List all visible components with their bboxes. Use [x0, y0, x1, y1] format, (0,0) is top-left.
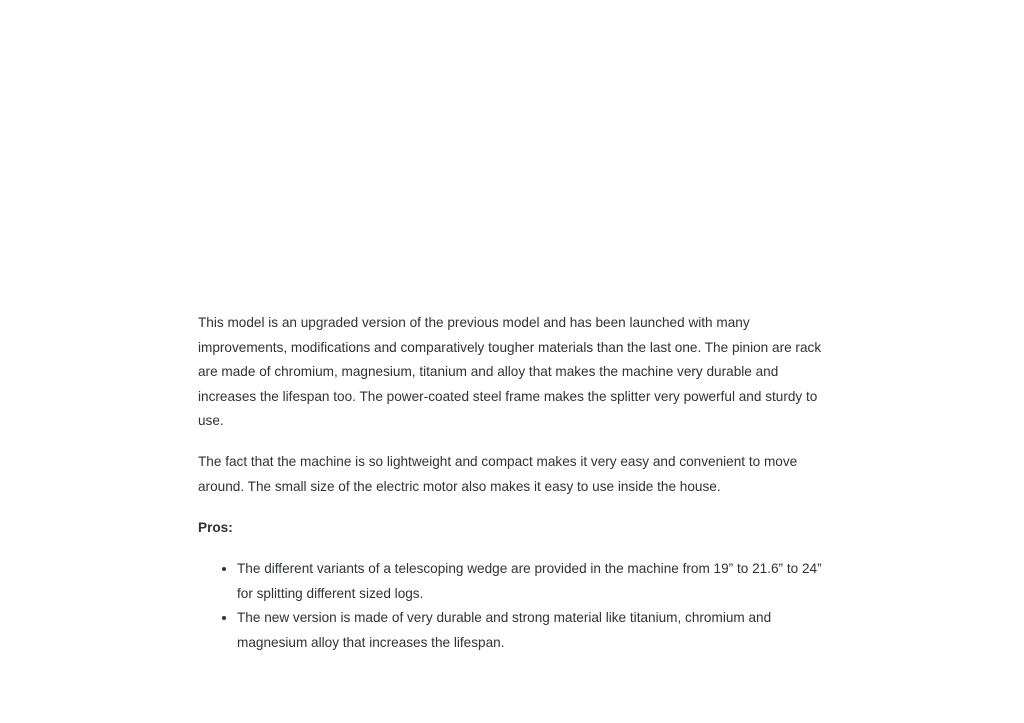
pros-list: [198, 557, 828, 655]
pros-list-item: • The new version is made of very durable and strong material like titanium, chromium and magnesium alloy that increases the lifespan.: [237, 606, 828, 655]
article-body: [198, 311, 828, 656]
paragraph-portability: The fact that the machine is so lightweight and compact makes it very easy and convenient to move around. The small size of the electric motor also makes it easy to use inside the house.: [198, 454, 798, 495]
pros-list-item: • The different variants of a telescoping wedge are provided in the machine from 19” to 21.6” to 24” for splitting different sized logs.: [237, 557, 828, 606]
paragraph-model-description: This model is an upgraded version of the previous model and has been launched with many improvements, modifications and comparatively tougher materials than the last one. The pinion are rack are made of chromium, magnesium, titanium and alloy that makes the machine very durable and increases the lifespan too. The power-coated steel frame makes the splitter very powerful and sturdy to use.: [198, 315, 822, 429]
pros-heading: Pros:: [198, 520, 233, 536]
